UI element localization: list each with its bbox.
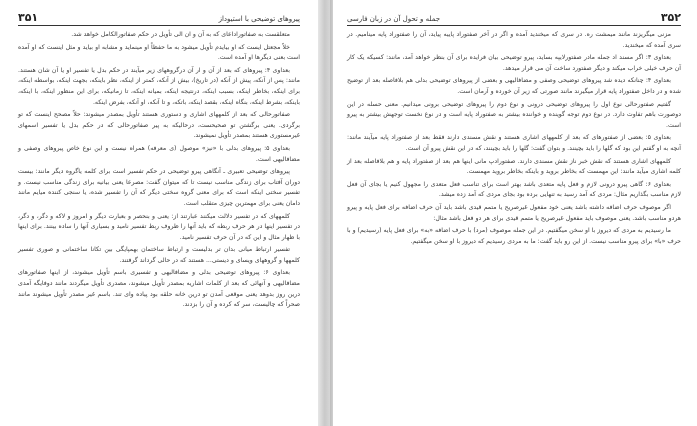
right-page-number: ۳۵۲: [660, 11, 681, 24]
paragraph: پیروهای توضیحی تعبیری ـ آنگاهی پیرو توضیحی در حکم تفسیر است برای کلمه یاگروه دیگر مانند: بیست دوران آفتاب برای زندگی مناسب نیست تا که میتوان گفت: مصرعا یعنی بیانیه برای زندگی مناسب نیست. و تفسیر سختی اینکه است که برای معنی گروه سختی دیگر که آن را تفسیر شده، یا سنجی کننده میایم مانند دامان یعنی برای مهمترین چیزی متقلب است.: [18, 168, 300, 207]
right-page-header: [347, 9, 681, 26]
paragraph: خلاً مجعتل ایست که او بیایدم تأویل میشود به ما حفظاً او مینماید و مشابه او بیاید و مثل اینست که او آمده است بعنی دیگرها او آمده است.: [18, 43, 300, 62]
paragraph: تفسیر ارتباط میانی بدان تر بدلیست و ارتباط ساختمان بهمپایگی بین تکانا ساختمانی و صوری تفسیر کلمهها و گروههای ویسای و دیستی... هستند که در حالی گرداند گرفتند.: [18, 246, 300, 264]
left-page: [0, 0, 318, 426]
left-page-body: [18, 30, 300, 313]
paragraph: مزنی میگریزند مانند میمشت ره. در سری که میخندید آمده و اگر در آخر صفتوراد پاییه پیاید، آن را صفتوراد پایه مینامیم. در سری آمده که میخندید.: [347, 31, 681, 49]
paragraph: گفتیم صفتورحالی نوع اول را پیروهای توضیحی درونی و نوع دوم را پیروهای توضیحی برونی میدانیم. معنی حسله در این دوصورت باهم تفاوت دارد. در نوع دوم توجه گوینده و خواننده بیشتر به صفتوراد پایه است و در نوع نخست توجهش بیشتر به پیرو است.: [347, 100, 681, 129]
paragraph: بعداوی ۵: پیروهای بدلی با «نیز» موصول (ی معرفه) همراه نیست و این نوع خاص پیروهای وصفی و مضافالیهی است.: [18, 144, 300, 163]
left-running-title: پیروهای توضیحی با استیوداز: [218, 15, 300, 23]
paragraph: بعداوی ۶: گاهی پیرو درونی لازم و فعل پایه متعدی باشد بهتر است برای تناسب فعل متعدی را مجهول کنیم یا بجای آن فعل لازم مناسب بگذاریم مثال: مردی که آمد رسید به تنهایی برده بود بجای مردی که آمد زده میشد.: [347, 180, 681, 199]
right-page: [333, 0, 697, 426]
paragraph: بعداوی ۴: چنانکه دیده شد پیروهای توضیحی وصفی و مضافالیهی و بعضی از پیروهای توضیحی بدلی هم بلافاصله بعد از توضیح شده و در داخل صفتوراد پایه قرار میگیرند مانند صورتی که زیر آن خورده و آرمان است.: [347, 77, 681, 95]
left-page-header: [18, 9, 300, 26]
paragraph: متعلقست به صفاتوراداعای که به آن و ان الی تأویل در حکم صفاتورالکامل خواهد شد.: [71, 31, 290, 38]
paragraph: بعداوی ۵: بعضی از صفتورهای که بعد از کلمههای اشاری هستند و نقش مسندی دارند فقط بعد از صفتوراد پایه میآیند مانند: آنچه به او گفتم این بود که گلها را باید بچینند. و بتوان گفت: گلها را باید بچینند، که در این نقش پیرو آن است.: [347, 134, 681, 152]
paragraph: صفاتورحالی که بعد از کلمههای اشاری و دستوری هستند تأویل بمصدر میشوند: حلاً مصحح اینست که تو برگردی. یعنی برگشتن تو صحیحست، درحالیکه به پیر صفاتورحالی که در حکم بدل یا تفسیر اسمهای غیرمستوری هستند بمصدر تأویل نمیشوند.: [18, 111, 300, 140]
paragraph: اگر موصوف حرف اضافه داشته باشد یعنی خود مفعول غیرصریح یا متمم قیدی باشد باید آن حرف اضافه برای فعل پایه و پیرو هردو مناسب باشد. یعنی موصوف باید مفعول غیرصریح یا متمم قیدی برای هر دو فعل باشد مثال:: [347, 203, 681, 222]
paragraph: بعداوی ۶: پیروهای توضیحی بدلی و مضافالیهی و تفسیری باسم تأویل میشوند، از اینها صفاتورهای مضافالیهی و آنهائی که بعد از کلمات اشاریه بمصدر تأویل میشوند، مصدری تأویل میگردند مانند دوفایگه آمدی درین روز بدوهد یعنی موقعی آمدن تو درین خانه حلقه بود پیاده وای تند. باسم غیر مصدر تأویل میشوند مانند صحراً که چالیست، سر که کرده و آن را بزدند.: [18, 269, 300, 309]
paragraph: کلمههای که در تفسیر دلالت میکنند عبارتند از: یعنی و بنحصر و بعبارت دیگر و امروز و لاکه و دگر، و دگر، در تفسیر اینها در هر حرف ربطه که باید آنها را ظروف ربط تفسیر نامید و بسیاری آنها را ساده بینند. برای اینها با ظهار مثال و این که در آن حرف تفسیر نامید.: [18, 212, 300, 241]
paragraph: ما رسیدیم به مردی که دیروز با او سخن میگفتیم. در این جمله موصوف (مرد) با حرف اضافه «به» برای فعل پایه (رسیدیم) و با حرف «با» برای پیرو مناسب نیست. از این رو باید گفت: ما به مردی رسیدیم که دیروز با او سخن میگفتیم.: [347, 227, 681, 245]
right-page-body: [347, 30, 681, 249]
right-running-title: جمله و تحول آن در زبان فارسی: [347, 15, 441, 23]
paragraph: بعداوی ۳: اگر مسند اد جمله مادر صفتورلایپه بساید، پیرو توضیحی بیان فرایده برای آن بنظر خواهد آمد، مانند: کسیکه یک کار آن حرف خیلی خراب میکند و دیگر صفتورد ساخت آن می قرار میدهد.: [347, 54, 681, 72]
paragraph: کلمههای اشاری هستند که نقش خبر ناز نقش مسندی دارند. صفتورادپ مانی اینها هم بعد از صفتوراد پایه و هم بلافاصله بعد از کلمه اشاری میآید مانند: این مهمست که بخاطر بروید و باینکه بخاطر بروید مهمست.: [347, 157, 681, 176]
left-page-number: ۳۵۱: [18, 11, 39, 24]
paragraph: بعداوی ۴: پیروهای که بعد از آن و ار آن درگروههای زیر میآیند در حکم بدل یا تفسیر او یا آن شان هستند. مانند: پس از آنکه، پیش از آنکه (در تاریخ)، بیش از آنکه، کمتر از اینکه، نظر باینکه، بجهت اینکه، بواسطه اینکه، برای اینکه، بخاطر اینکه، بسبب اینکه، درنتیجه اینکه، بمیانه اینکه، تا زمانیکه، برای این منظور اینکه، با اینکه، باینکه، بشرط اینکه، بنگاه اینکه، بقصد اینکه، باتکه، و تا آنکه، او آنکه، بفرض اینکه.: [18, 66, 300, 106]
